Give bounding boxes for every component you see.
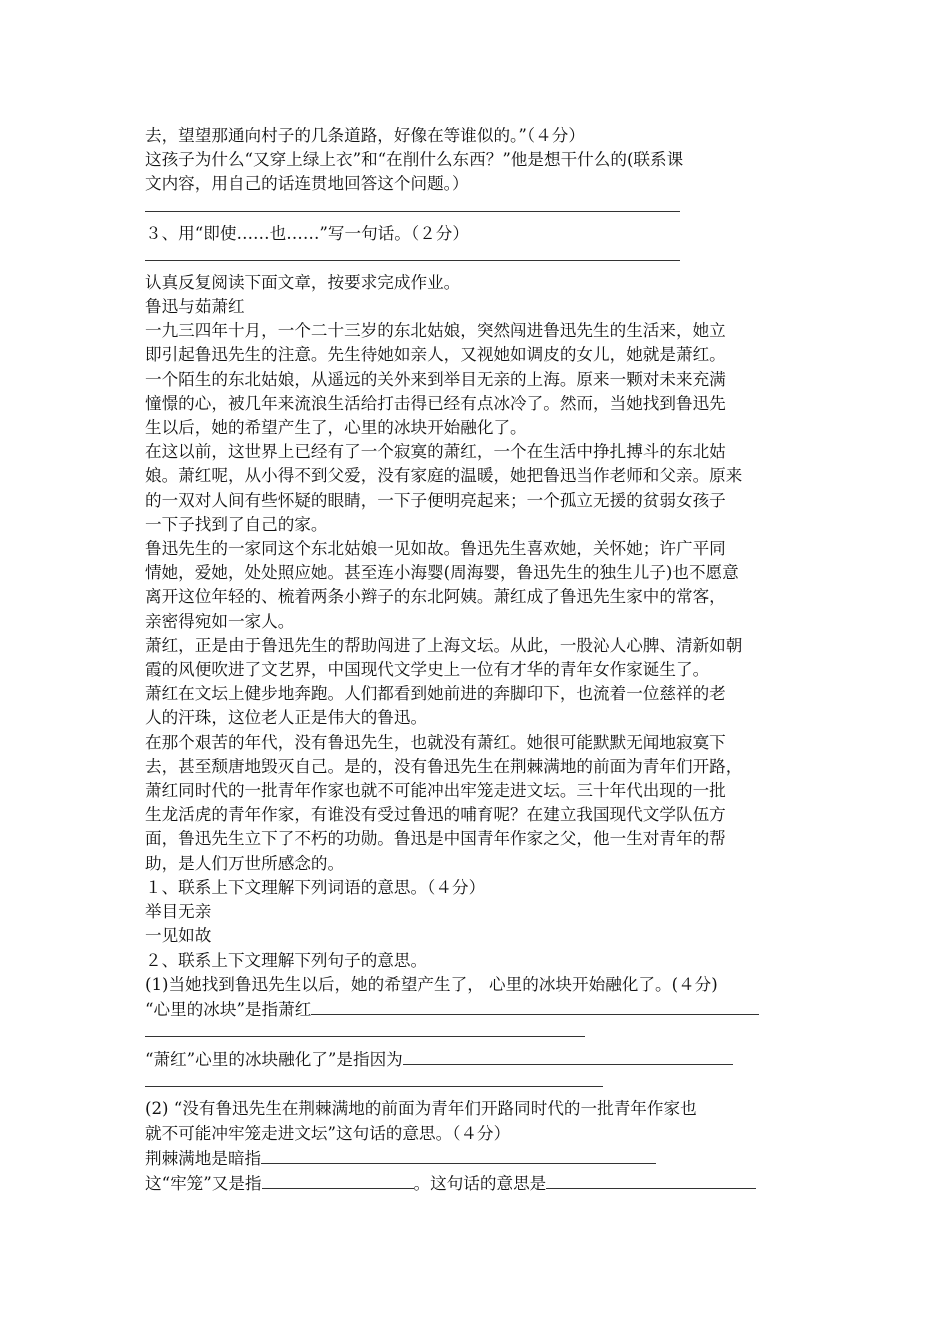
top-line-2: 这孩子为什么“又穿上绿上衣”和“在削什么东西？”他是想干什么的(联系课	[145, 150, 684, 170]
cage-meaning-prompt: 。这句话的意思是	[413, 1173, 547, 1193]
passage-line: 一个陌生的东北姑娘，从遥远的关外来到举目无亲的上海。原来一颗对未来充满	[145, 369, 726, 389]
passage-line: 生以后，她的希望产生了，心里的冰块开始融化了。	[145, 418, 527, 438]
top-line-1: 去，望望那通向村子的几条道路，好像在等谁似的。”（４分）	[145, 126, 585, 145]
passage-line: 的一双对人间有些怀疑的眼睛，一下子便明亮起来；一个孤立无援的贫弱女孩子	[145, 490, 726, 510]
passage-line: 助，是人们万世所感念的。	[145, 853, 345, 873]
passage-line: 萧红在文坛上健步地奔跑。人们都看到她前进的奔脚印下，也流着一位慈祥的老	[145, 684, 726, 704]
passage-line: 亲密得宛如一家人。	[145, 611, 295, 631]
passage-line: 情她，爱她，处处照应她。甚至连小海婴(周海婴，鲁迅先生的独生儿子)也不愿意	[145, 563, 739, 583]
question-3: ３、用“即使……也……”写一句话。（２分）	[145, 223, 469, 243]
passage-line: 生龙活虎的青年作家，有谁没有受过鲁迅的哺育呢？在建立我国现代文学队伍方	[145, 805, 726, 825]
passage-line: 在那个艰苦的年代，没有鲁迅先生，也就没有萧红。她很可能默默无闻地寂寞下	[145, 732, 726, 752]
ice-answer-blank[interactable]	[311, 997, 759, 1015]
worksheet-page	[145, 124, 813, 1196]
ice-prompt: “心里的冰块”是指萧红	[145, 999, 312, 1019]
thorn-prompt: 荆棘满地是暗指	[145, 1148, 262, 1168]
word-1: 举目无亲	[145, 902, 212, 922]
melt-answer-blank[interactable]	[403, 1047, 733, 1065]
passage-line: 一九三四年十月，一个二十三岁的东北姑娘，突然闯进鲁迅先生的生活来，她立	[145, 321, 726, 341]
cage-answer-blank[interactable]	[262, 1171, 414, 1189]
passage-line: 即引起鲁迅先生的注意。先生待她如亲人，又视她如调皮的女儿，她就是萧红。	[145, 345, 726, 365]
instruction: 认真反复阅读下面文章，按要求完成作业。	[145, 272, 461, 292]
melt-prompt: “萧红”心里的冰块融化了”是指因为	[145, 1050, 403, 1070]
question-2: ２、联系上下文理解下列句子的意思。	[145, 950, 428, 970]
article-body	[145, 319, 813, 876]
passage-line: 萧红同时代的一批青年作家也就不可能冲出牢笼走进文坛。三十年代出现的一批	[145, 781, 726, 801]
question-2-2-line-1: (2) “没有鲁迅先生在荆棘满地的前面为青年们开路同时代的一批青年作家也	[145, 1099, 697, 1119]
cage-answer-row	[145, 1171, 813, 1196]
passage-line: 人的汗珠，这位老人正是伟大的鲁迅。	[145, 708, 428, 728]
word-2: 一见如故	[145, 926, 212, 946]
passage-line: 萧红，正是由于鲁迅先生的帮助闯进了上海文坛。从此，一股沁人心脾、清新如朝	[145, 635, 743, 655]
passage-line: 去，甚至颓唐地毁灭自己。是的，没有鲁迅先生在荆棘满地的前面为青年们开路，	[145, 756, 743, 776]
question-1: １、联系上下文理解下列词语的意思。（４分）	[145, 877, 486, 897]
meaning-answer-blank[interactable]	[546, 1171, 756, 1189]
top-line-3: 文内容，用自己的话连贯地回答这个问题。）	[145, 174, 469, 194]
question-2-1: (1)当她找到鲁迅先生以后，她的希望产生了， 心里的冰块开始融化了。(４分)	[145, 974, 718, 994]
thorn-answer-blank[interactable]	[261, 1146, 656, 1164]
passage-line: 鲁迅先生的一家同这个东北姑娘一见如故。鲁迅先生喜欢她，关怀她；许广平同	[145, 539, 726, 559]
passage-line: 在这以前，这世界上已经有了一个寂寞的萧红，一个在生活中挣扎搏斗的东北姑	[145, 442, 726, 462]
article-title: 鲁迅与茹萧红	[145, 297, 245, 317]
passage-line: 娘。萧红呢，从小得不到父爱，没有家庭的温暖，她把鲁迅当作老师和父亲。原来	[145, 466, 743, 486]
passage-line: 霞的风便吹进了文艺界，中国现代文学史上一位有才华的青年女作家诞生了。	[145, 660, 710, 680]
passage-line: 离开这位年轻的、梳着两条小辫子的东北阿姨。萧红成了鲁迅先生家中的常客，	[145, 587, 726, 607]
passage-line: 一下子找到了自己的家。	[145, 514, 328, 534]
cage-prompt: 这“牢笼”又是指	[145, 1173, 262, 1193]
question-2-2-line-2: 就不可能冲牢笼走进文坛”这句话的意思。（４分）	[145, 1123, 511, 1143]
ice-answer-row	[145, 997, 813, 1022]
passage-line: 憧憬的心，被几年来流浪生活给打击得已经有点冰冷了。然而，当她找到鲁迅先	[145, 393, 726, 413]
thorn-answer-row	[145, 1146, 813, 1171]
passage-line: 面，鲁迅先生立下了不朽的功勋。鲁迅是中国青年作家之父，他一生对青年的帮	[145, 829, 726, 849]
melt-answer-row	[145, 1047, 813, 1072]
